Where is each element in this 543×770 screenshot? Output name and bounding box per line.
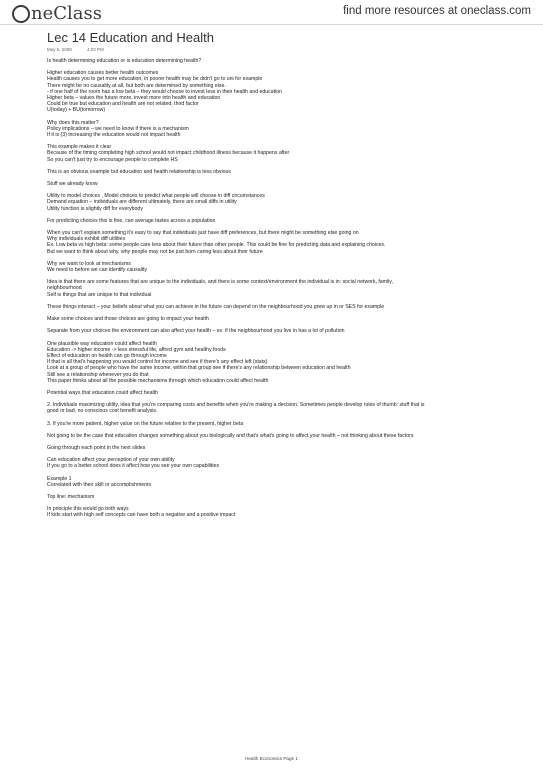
text-line: Potential ways that education could affect health [47, 389, 158, 396]
text-line: Separate from your choices the environment can also affect your health – ex. if the neighbourhood you live in has a lot of pollution [47, 328, 345, 335]
text-line: neighbourhood [47, 285, 82, 292]
note-paragraphs [47, 58, 517, 519]
text-line: Correlated with their skill or accomplishments [47, 481, 152, 488]
text-line: - if one half of the room has a low beta – they would choose to invest less in their health and education [47, 88, 283, 95]
note-date: May 6, 2008 [47, 47, 72, 52]
site-header [0, 0, 543, 25]
text-line: For predicting choices this is fine, can average tastes across a population [47, 217, 216, 224]
paragraph [47, 218, 517, 224]
text-line: U(today) + BU(tomorrow) [47, 107, 106, 114]
paragraph [47, 70, 517, 113]
text-line: Higher beta – values the future more, invest more into health and education [47, 95, 221, 102]
paragraph [47, 144, 517, 163]
paragraph [47, 445, 517, 451]
text-line: But we want to think about why, why people may not be just born caring less about their future [47, 248, 263, 255]
page-footer: Health Economics Page 1 [245, 756, 298, 761]
paragraph [47, 279, 517, 298]
text-line: Look at a group of people who have the same income, within that group see if there's any relationship between education and health [47, 365, 351, 372]
paragraph [47, 58, 517, 64]
text-line: This example makes it clear [47, 144, 112, 151]
paragraph [47, 457, 517, 469]
document-body [47, 30, 517, 525]
text-line: Policy implications – we need to know if there is a mechanism [47, 125, 189, 132]
header-tagline-link[interactable]: find more resources at oneclass.com [343, 5, 531, 17]
paragraph [47, 402, 517, 414]
text-line: In principle this would go both ways [47, 506, 129, 513]
logo-text: neClass [31, 3, 102, 24]
logo-circle-icon [12, 5, 30, 23]
paragraph [47, 390, 517, 396]
text-line: 3. If you're more patient, higher value on the future relative to the present, higher beta [47, 420, 244, 427]
text-line: Because of the timing completing high school would not impact childhood illness because it happens after [47, 150, 290, 157]
text-line: Example 1 [47, 475, 72, 482]
text-line: If you go to a better school does it affect how you see your own capabilities [47, 463, 220, 470]
text-line: These things interact – your beliefs about what you can achieve in the future can depend on the neighbourhood you grew up in or SES for example [47, 303, 385, 310]
text-line: If it is (3) increasing the education would not impact health [47, 132, 181, 139]
text-line: Is health determining education or is education determining health? [47, 58, 202, 64]
text-line: We need to before we can identify causality [47, 267, 147, 274]
text-line: Ex. Low beta vs high beta: some people care less about their future than other people. This could be fine for predicting data and explaining choices. [47, 242, 386, 249]
text-line: Idea is that there are some features that are unique to the individuals, and there is some context/environment the individual is in: social network, family, [47, 279, 393, 286]
paragraph [47, 476, 517, 488]
text-line: Make some choices and those choices are going to impact your health [47, 316, 209, 323]
text-line: Why we want to look at mechanisms [47, 260, 131, 267]
text-line: Top line: mechanism [47, 493, 95, 500]
note-timestamp [47, 47, 517, 52]
text-line: So you can't just try to encourage people to complete HS [47, 156, 178, 163]
text-line: Health causes you to get more education, in poorer health may be didn't go to uni for example [47, 76, 263, 83]
text-line: This paper thinks about all the possible mechanisms through which education could affect health [47, 377, 269, 384]
page-title: Lec 14 Education and Health [47, 30, 214, 45]
paragraph [47, 316, 517, 322]
oneclass-logo[interactable] [12, 3, 102, 24]
text-line: Can education affect your perception of your own ability [47, 457, 175, 464]
text-line: 2. Individuals maximizing utility, idea that you're comparing costs and benefits when you're making a decision. Sometimes people develop rules of thumb: stuff that is [47, 402, 425, 409]
text-line: Could be true but education and health are not related, third factor [47, 101, 199, 108]
text-line: This is an obvious example but education and health relationship is less obvious [47, 168, 231, 175]
text-line: Why individuals exhibit diff utilities [47, 236, 126, 243]
text-line: Self is things that are unique to that individual [47, 291, 152, 298]
text-line: Stuff we already know [47, 181, 98, 188]
text-line: There might be no causality at all, but both are determined by something else. [47, 82, 226, 89]
paragraph [47, 494, 517, 500]
paragraph [47, 328, 517, 334]
paragraph [47, 169, 517, 175]
text-line: Why does this matter? [47, 119, 99, 126]
text-line: Higher education causes better health outcomes [47, 70, 159, 77]
paragraph [47, 230, 517, 255]
paragraph [47, 421, 517, 427]
text-line: If kids start with high self concepts can have both a negative and a positive impact [47, 512, 236, 519]
paragraph [47, 341, 517, 384]
note-time: 4:03 PM [87, 47, 104, 52]
text-line: Still see a relationship whenever you do that [47, 371, 149, 378]
paragraph [47, 304, 517, 310]
text-line: Not going to be the case that education changes something about you biologically and that's what's going to affect your health – not thinking about these factors [47, 432, 414, 439]
text-line: Utility function is slightly diff for everybody [47, 205, 143, 212]
text-line: When you can't explain something it's easy to say that individuals just have diff preferences, but there might be something else going on [47, 230, 359, 237]
paragraph [47, 120, 517, 139]
text-line: Going through each point in the next slides [47, 444, 146, 451]
text-line: If that is all that's happening you would control for income and see if there's any effect left (stats) [47, 359, 268, 366]
paragraph [47, 181, 517, 187]
paragraph [47, 193, 517, 212]
text-line: Utility to model choices , Model choices to predict what people will choose in diff circumstances [47, 193, 265, 200]
paragraph [47, 506, 517, 518]
text-line: Education -> higher income -> less stressful life, afford gym and healthy foods [47, 346, 226, 353]
text-line: good or bad, no conscious cost benefit analysis. [47, 408, 158, 415]
text-line: One plausible way education could affect health [47, 340, 157, 347]
paragraph [47, 261, 517, 273]
text-line: Effect of education on health can go through income [47, 352, 167, 359]
paragraph [47, 433, 517, 439]
text-line: Demand equation – individuals are different ultimately, there are small diffs in utility [47, 199, 237, 206]
